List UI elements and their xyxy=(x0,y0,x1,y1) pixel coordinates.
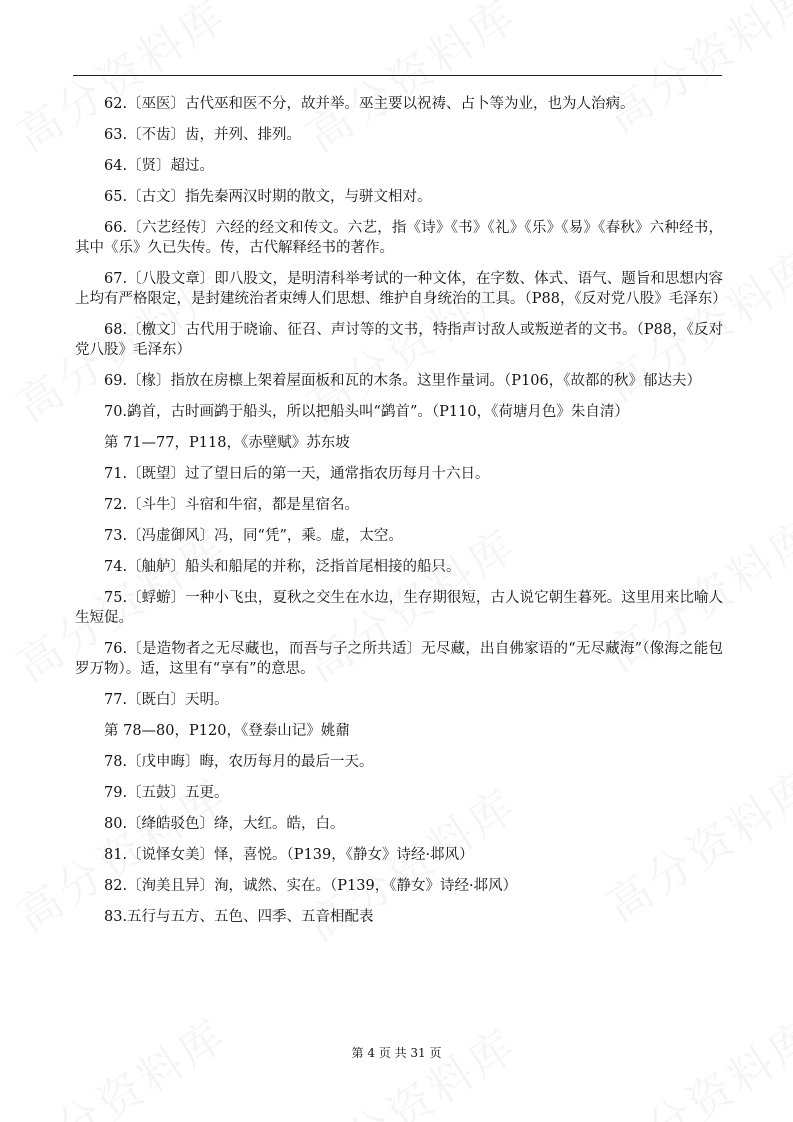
paragraph-74: 74.〔舳舻〕船头和船尾的并称，泛指首尾相接的船只。 xyxy=(104,559,461,575)
paragraph-68: 68.〔檄文〕古代用于晓谕、征召、声讨等的文书，特指声讨敌人或叛逆者的文书。（P88，《反对党八股》毛泽东） xyxy=(75,322,723,358)
paragraph-66: 66.〔六艺经传〕六经的经文和传文。六艺，指《诗》《书》《礼》《乐》《易》《春秋》六种经书，其中《乐》久已失传。传，古代解释经书的著作。 xyxy=(75,220,723,256)
paragraph-76: 76.〔是造物者之无尽藏也，而吾与子之所共适〕无尽藏，出自佛家语的“无尽藏海”（像海之能包罗万物）。适，这里有“享有”的意思。 xyxy=(75,641,723,677)
watermark xyxy=(292,1010,528,1122)
paragraph-73: 73.〔冯虚御风〕冯，同“凭”，乘。虚，太空。 xyxy=(104,528,403,544)
header-rule xyxy=(73,75,722,76)
paragraph-77: 77.〔既白〕天明。 xyxy=(104,692,229,708)
paragraph-81: 81.〔说怿女美〕怿，喜悦。（P139，《静女》诗经·邶风） xyxy=(104,847,474,863)
paragraph-78: 78.〔戊申晦〕晦，农历每月的最后一天。 xyxy=(104,754,374,770)
paragraph-67: 67.〔八股文章〕即八股文，是明清科举考试的一种文体，在字数、体式、语气、题旨和思想内容上均有严格限定，是封建统治者束缚人们思想、维护自身统治的工具。（P88，《反对党八股》毛泽东） xyxy=(75,271,727,307)
paragraph-83: 83.五行与五方、五色、四季、五音相配表 xyxy=(104,909,374,925)
page-footer: 第 4 页 共 31 页 xyxy=(351,1046,442,1060)
paragraph-62: 62.〔巫医〕古代巫和医不分，故并举。巫主要以祝祷、占卜等为业，也为人治病。 xyxy=(104,96,635,112)
paragraph-63: 63.〔不齿〕齿，并列、排列。 xyxy=(104,127,302,143)
paragraph-69: 69.〔椽〕指放在房檩上架着屋面板和瓦的木条。这里作量词。（P106，《故都的秋》郁达夫） xyxy=(104,373,701,389)
paragraph-82: 82.〔洵美且异〕洵，诚然、实在。（P139，《静女》诗经·邶风） xyxy=(104,878,518,894)
paragraph-70: 70.鹢首，古时画鹢于船头，所以把船头叫“鹢首”。（P110，《荷塘月色》朱自清） xyxy=(104,404,629,420)
paragraph-75: 75.〔蜉蝣〕一种小飞虫，夏秋之交生在水边，生存期很短，古人说它朝生暮死。这里用来比喻人生短促。 xyxy=(75,590,723,626)
paragraph-65: 65.〔古文〕指先秦两汉时期的散文，与骈文相对。 xyxy=(104,189,432,205)
section-heading-71-77: 第 71—77，P118，《赤壁赋》苏东坡 xyxy=(104,435,350,451)
section-heading-78-80: 第 78—80，P120，《登泰山记》姚鼐 xyxy=(104,723,350,739)
paragraph-71: 71.〔既望〕过了望日后的第一天，通常指农历每月十六日。 xyxy=(104,466,490,482)
page-body xyxy=(75,94,727,938)
paragraph-72: 72.〔斗牛〕斗宿和牛宿，都是星宿名。 xyxy=(104,497,360,513)
paragraph-80: 80.〔绛皓驳色〕绛，大红。皓，白。 xyxy=(104,816,345,832)
paragraph-64: 64.〔贤〕超过。 xyxy=(104,158,215,174)
paragraph-79: 79.〔五鼓〕五更。 xyxy=(104,785,229,801)
